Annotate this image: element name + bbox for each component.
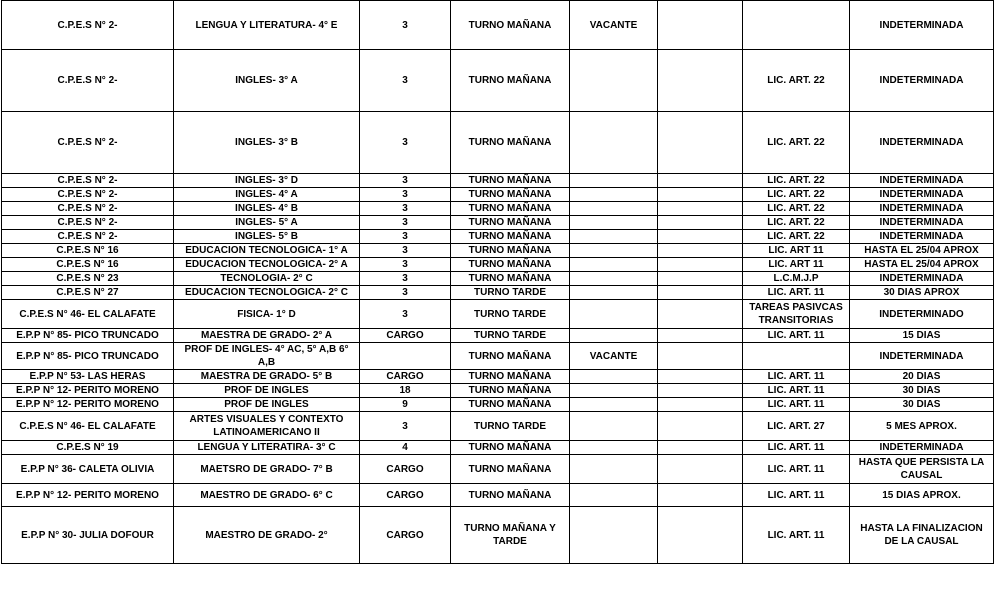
cell-reason: LIC. ART. 22 (743, 230, 850, 244)
cell-status (570, 507, 658, 564)
cell-duration: 20 DIAS (850, 370, 994, 384)
cell-status (570, 188, 658, 202)
cell-hours: 3 (360, 50, 451, 112)
table-row (2, 1, 994, 50)
cell-shift: TURNO MAÑANA (451, 441, 570, 455)
table-row (2, 370, 994, 384)
cell-status (570, 258, 658, 272)
cell-blank (658, 258, 743, 272)
cell-hours: 3 (360, 412, 451, 441)
cell-subject: PROF DE INGLES (174, 384, 360, 398)
cell-school: C.P.E.S N° 23 (2, 272, 174, 286)
table-row (2, 216, 994, 230)
cell-reason (743, 1, 850, 50)
cell-reason: L.C.M.J.P (743, 272, 850, 286)
cell-blank (658, 216, 743, 230)
cell-blank (658, 112, 743, 174)
cell-reason: LIC. ART. 11 (743, 441, 850, 455)
cell-blank (658, 188, 743, 202)
cell-duration: 15 DIAS (850, 329, 994, 343)
cell-shift: TURNO MAÑANA (451, 174, 570, 188)
cell-reason: LIC. ART. 27 (743, 412, 850, 441)
cell-blank (658, 507, 743, 564)
cell-subject: INGLES- 5° A (174, 216, 360, 230)
cell-subject: LENGUA Y LITERATIRA- 3° C (174, 441, 360, 455)
cell-school: E.P.P N° 85- PICO TRUNCADO (2, 329, 174, 343)
cell-school: C.P.E.S N° 27 (2, 286, 174, 300)
table-row (2, 441, 994, 455)
cell-subject: INGLES- 5° B (174, 230, 360, 244)
cell-reason: LIC. ART. 22 (743, 50, 850, 112)
cell-duration: INDETERMINADA (850, 174, 994, 188)
cell-reason: LIC. ART. 11 (743, 329, 850, 343)
cell-hours: CARGO (360, 329, 451, 343)
cell-duration: 30 DIAS (850, 398, 994, 412)
cell-hours: 18 (360, 384, 451, 398)
cell-school: E.P.P N° 53- LAS HERAS (2, 370, 174, 384)
cell-shift: TURNO MAÑANA (451, 244, 570, 258)
cell-reason: LIC. ART. 22 (743, 112, 850, 174)
table-row (2, 230, 994, 244)
table-row (2, 174, 994, 188)
table-row (2, 384, 994, 398)
cell-hours: 3 (360, 286, 451, 300)
cell-status (570, 484, 658, 507)
cell-subject: INGLES- 3° D (174, 174, 360, 188)
cell-hours: CARGO (360, 370, 451, 384)
cell-subject: FISICA- 1° D (174, 300, 360, 329)
cell-school: C.P.E.S N° 2- (2, 216, 174, 230)
table-row (2, 300, 994, 329)
cell-hours: 3 (360, 1, 451, 50)
cell-hours: CARGO (360, 484, 451, 507)
cell-hours: 3 (360, 244, 451, 258)
cell-blank (658, 300, 743, 329)
cell-reason: LIC. ART. 11 (743, 286, 850, 300)
cell-reason (743, 343, 850, 370)
table-row (2, 507, 994, 564)
cell-duration: INDETERMINADA (850, 343, 994, 370)
cell-shift: TURNO TARDE (451, 300, 570, 329)
cell-duration: HASTA EL 25/04 APROX (850, 258, 994, 272)
cell-duration: INDETERMINADA (850, 1, 994, 50)
cell-shift: TURNO MAÑANA (451, 1, 570, 50)
cell-status (570, 202, 658, 216)
cell-subject: EDUCACION TECNOLOGICA- 2° A (174, 258, 360, 272)
cell-school: C.P.E.S N° 2- (2, 50, 174, 112)
cell-duration: INDETERMINADA (850, 272, 994, 286)
cell-hours: 3 (360, 188, 451, 202)
table-row (2, 112, 994, 174)
cell-duration: INDETERMINADA (850, 216, 994, 230)
cell-subject: PROF DE INGLES- 4° AC, 5° A,B 6° A,B (174, 343, 360, 370)
cell-reason: LIC. ART. 11 (743, 370, 850, 384)
cell-shift: TURNO TARDE (451, 412, 570, 441)
cell-duration: 30 DIAS APROX (850, 286, 994, 300)
cell-reason: LIC. ART. 22 (743, 174, 850, 188)
cell-duration: 5 MES APROX. (850, 412, 994, 441)
cell-blank (658, 412, 743, 441)
cell-status (570, 50, 658, 112)
cell-school: C.P.E.S N° 2- (2, 174, 174, 188)
cell-shift: TURNO MAÑANA (451, 370, 570, 384)
table-row (2, 412, 994, 441)
cell-subject: INGLES- 4° B (174, 202, 360, 216)
cell-subject: EDUCACION TECNOLOGICA- 2° C (174, 286, 360, 300)
cell-subject: MAESTRO DE GRADO- 2° (174, 507, 360, 564)
cell-blank (658, 202, 743, 216)
cell-subject: MAESTRA DE GRADO- 5° B (174, 370, 360, 384)
cell-status (570, 441, 658, 455)
cell-blank (658, 343, 743, 370)
cell-blank (658, 244, 743, 258)
cell-blank (658, 1, 743, 50)
cell-reason: LIC. ART. 22 (743, 202, 850, 216)
cell-school: E.P.P N° 12- PERITO MORENO (2, 384, 174, 398)
cell-reason: LIC. ART 11 (743, 258, 850, 272)
vacancy-table (1, 0, 994, 564)
cell-hours: 4 (360, 441, 451, 455)
cell-shift: TURNO MAÑANA (451, 343, 570, 370)
cell-school: C.P.E.S N° 2- (2, 202, 174, 216)
cell-shift: TURNO MAÑANA (451, 230, 570, 244)
cell-school: C.P.E.S N° 19 (2, 441, 174, 455)
cell-status (570, 412, 658, 441)
cell-shift: TURNO MAÑANA (451, 398, 570, 412)
cell-duration: HASTA LA FINALIZACION DE LA CAUSAL (850, 507, 994, 564)
cell-hours: 9 (360, 398, 451, 412)
table-row (2, 329, 994, 343)
table-row (2, 484, 994, 507)
cell-duration: INDETERMINADA (850, 50, 994, 112)
cell-blank (658, 329, 743, 343)
cell-shift: TURNO MAÑANA (451, 384, 570, 398)
cell-shift: TURNO MAÑANA (451, 202, 570, 216)
cell-school: C.P.E.S N° 2- (2, 230, 174, 244)
table-row (2, 343, 994, 370)
cell-reason: LIC. ART. 22 (743, 216, 850, 230)
cell-blank (658, 286, 743, 300)
cell-reason: LIC. ART. 11 (743, 507, 850, 564)
cell-status (570, 329, 658, 343)
cell-status (570, 455, 658, 484)
cell-reason: LIC. ART. 22 (743, 188, 850, 202)
cell-subject: MAESTRO DE GRADO- 6° C (174, 484, 360, 507)
cell-shift: TURNO MAÑANA (451, 484, 570, 507)
table-row (2, 398, 994, 412)
cell-status (570, 398, 658, 412)
cell-school: C.P.E.S N° 46- EL CALAFATE (2, 412, 174, 441)
cell-school: E.P.P N° 36- CALETA OLIVIA (2, 455, 174, 484)
cell-duration: INDETERMINADO (850, 300, 994, 329)
table-row (2, 50, 994, 112)
cell-status (570, 174, 658, 188)
cell-reason: LIC. ART. 11 (743, 455, 850, 484)
cell-hours: 3 (360, 272, 451, 286)
cell-status (570, 300, 658, 329)
cell-school: C.P.E.S N° 2- (2, 112, 174, 174)
cell-subject: MAETSRO DE GRADO- 7° B (174, 455, 360, 484)
cell-status: VACANTE (570, 343, 658, 370)
table-row (2, 272, 994, 286)
cell-shift: TURNO MAÑANA Y TARDE (451, 507, 570, 564)
cell-subject: TECNOLOGIA- 2° C (174, 272, 360, 286)
cell-hours: 3 (360, 230, 451, 244)
cell-shift: TURNO MAÑANA (451, 455, 570, 484)
cell-reason: LIC. ART. 11 (743, 484, 850, 507)
cell-reason: LIC. ART. 11 (743, 384, 850, 398)
cell-status: VACANTE (570, 1, 658, 50)
cell-hours (360, 343, 451, 370)
table-row (2, 202, 994, 216)
cell-shift: TURNO MAÑANA (451, 216, 570, 230)
cell-hours: CARGO (360, 455, 451, 484)
cell-duration: INDETERMINADA (850, 230, 994, 244)
vacancy-table-body (2, 1, 994, 564)
table-row (2, 286, 994, 300)
cell-subject: INGLES- 3° B (174, 112, 360, 174)
cell-blank (658, 398, 743, 412)
cell-blank (658, 50, 743, 112)
cell-subject: LENGUA Y LITERATURA- 4° E (174, 1, 360, 50)
cell-reason: LIC. ART. 11 (743, 398, 850, 412)
cell-duration: INDETERMINADA (850, 188, 994, 202)
cell-subject: PROF DE INGLES (174, 398, 360, 412)
cell-hours: 3 (360, 112, 451, 174)
cell-duration: 30 DIAS (850, 384, 994, 398)
cell-shift: TURNO MAÑANA (451, 50, 570, 112)
cell-shift: TURNO MAÑANA (451, 188, 570, 202)
cell-subject: INGLES- 3° A (174, 50, 360, 112)
cell-blank (658, 484, 743, 507)
cell-school: C.P.E.S N° 2- (2, 188, 174, 202)
table-row (2, 188, 994, 202)
cell-status (570, 384, 658, 398)
cell-school: C.P.E.S N° 16 (2, 258, 174, 272)
cell-subject: EDUCACION TECNOLOGICA- 1° A (174, 244, 360, 258)
cell-blank (658, 455, 743, 484)
cell-duration: HASTA QUE PERSISTA LA CAUSAL (850, 455, 994, 484)
cell-blank (658, 230, 743, 244)
cell-shift: TURNO TARDE (451, 329, 570, 343)
cell-duration: HASTA EL 25/04 APROX (850, 244, 994, 258)
cell-hours: 3 (360, 174, 451, 188)
cell-shift: TURNO TARDE (451, 286, 570, 300)
cell-shift: TURNO MAÑANA (451, 258, 570, 272)
cell-hours: 3 (360, 300, 451, 329)
cell-hours: 3 (360, 202, 451, 216)
cell-status (570, 286, 658, 300)
cell-status (570, 112, 658, 174)
cell-reason: LIC. ART 11 (743, 244, 850, 258)
cell-school: E.P.P N° 12- PERITO MORENO (2, 484, 174, 507)
cell-blank (658, 272, 743, 286)
cell-blank (658, 174, 743, 188)
cell-duration: INDETERMINADA (850, 112, 994, 174)
cell-subject: MAESTRA DE GRADO- 2° A (174, 329, 360, 343)
cell-status (570, 230, 658, 244)
cell-status (570, 244, 658, 258)
cell-school: C.P.E.S N° 2- (2, 1, 174, 50)
cell-school: E.P.P N° 12- PERITO MORENO (2, 398, 174, 412)
cell-duration: 15 DIAS APROX. (850, 484, 994, 507)
cell-school: C.P.E.S N° 16 (2, 244, 174, 258)
table-row (2, 258, 994, 272)
cell-blank (658, 441, 743, 455)
cell-duration: INDETERMINADA (850, 202, 994, 216)
cell-hours: 3 (360, 258, 451, 272)
cell-status (570, 216, 658, 230)
cell-subject: ARTES VISUALES Y CONTEXTO LATINOAMERICANO II (174, 412, 360, 441)
cell-hours: CARGO (360, 507, 451, 564)
cell-status (570, 370, 658, 384)
cell-shift: TURNO MAÑANA (451, 112, 570, 174)
cell-blank (658, 370, 743, 384)
table-row (2, 455, 994, 484)
cell-school: E.P.P N° 85- PICO TRUNCADO (2, 343, 174, 370)
cell-school: E.P.P N° 30- JULIA DOFOUR (2, 507, 174, 564)
cell-shift: TURNO MAÑANA (451, 272, 570, 286)
cell-hours: 3 (360, 216, 451, 230)
cell-reason: TAREAS PASIVCAS TRANSITORIAS (743, 300, 850, 329)
table-row (2, 244, 994, 258)
cell-duration: INDETERMINADA (850, 441, 994, 455)
cell-blank (658, 384, 743, 398)
cell-status (570, 272, 658, 286)
cell-school: C.P.E.S N° 46- EL CALAFATE (2, 300, 174, 329)
cell-subject: INGLES- 4° A (174, 188, 360, 202)
